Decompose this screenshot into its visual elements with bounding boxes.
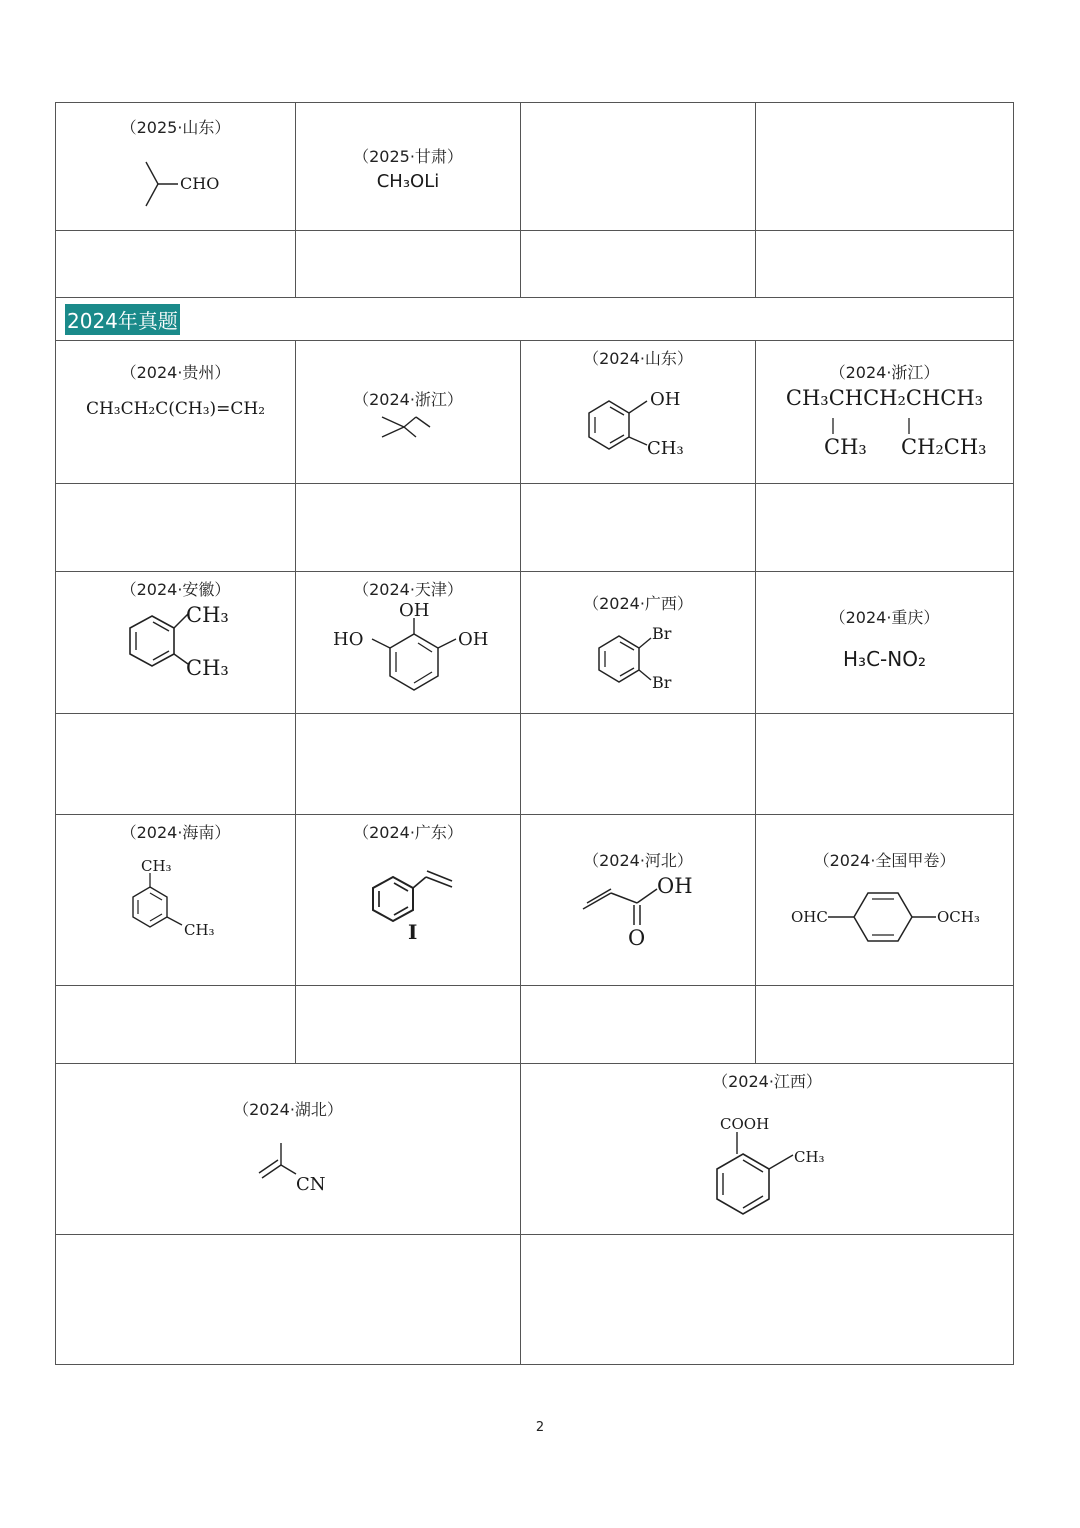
cell-2025-gansu <box>296 103 521 231</box>
table-row <box>56 815 1014 986</box>
hydroxyl-label: OH <box>399 600 430 621</box>
hydroxyl-label: HO <box>333 629 364 650</box>
source-label: （2024·浙江） <box>829 363 940 382</box>
cell-2024-zhejiang-b <box>756 341 1014 484</box>
section-title: 2024年真题 <box>65 304 180 335</box>
dimethylbutane-skeletal <box>378 413 438 443</box>
hydroxyl-label: OH <box>650 389 681 410</box>
source-label: （2024·浙江） <box>353 390 463 409</box>
empty-cell <box>756 103 1014 231</box>
carbonyl-oxygen-label: O <box>628 926 646 950</box>
methyl-label: CH₃ <box>647 438 684 459</box>
table-row <box>56 298 1014 341</box>
isobutyraldehyde-structure <box>136 158 236 213</box>
answer-cell <box>756 986 1014 1064</box>
methyl-label: CH₃ <box>186 603 229 627</box>
answer-cell <box>521 986 756 1064</box>
structure-table <box>55 102 1014 1365</box>
source-label: （2024·江西） <box>712 1072 822 1091</box>
o-xylene-structure <box>122 600 252 685</box>
answer-cell <box>296 986 521 1064</box>
cell-2024-hainan <box>56 815 296 986</box>
cell-2024-chongqing <box>756 572 1014 714</box>
answer-cell <box>521 231 756 298</box>
source-label: （2024·天津） <box>353 580 463 599</box>
answer-cell <box>521 1235 1014 1365</box>
anisaldehyde-structure <box>790 883 990 953</box>
condensed-formula-main: CH₃CHCH₂CHCH₃ <box>785 386 984 410</box>
source-label: （2024·重庆） <box>829 608 940 627</box>
cell-2024-anhui <box>56 572 296 714</box>
branch-methyl: CH₃ <box>824 435 867 459</box>
source-label: （2024·湖北） <box>233 1100 343 1119</box>
o-dibromobenzene-structure <box>593 620 703 695</box>
o-cresol-structure <box>581 383 701 463</box>
answer-cell <box>521 484 756 572</box>
answer-cell <box>521 714 756 815</box>
cell-2024-zhejiang-a <box>296 341 521 484</box>
nitrile-label: CN <box>296 1174 326 1195</box>
table-row <box>56 1064 1014 1235</box>
answer-cell <box>296 231 521 298</box>
source-label: （2025·甘肃） <box>353 147 463 166</box>
source-label: （2024·河北） <box>583 851 693 870</box>
cell-2024-guangxi <box>521 572 756 714</box>
methyl-label: CH₃ <box>186 656 229 680</box>
bromo-label: Br <box>652 673 672 692</box>
answer-cell <box>296 484 521 572</box>
table-row <box>56 484 1014 572</box>
methacrylonitrile-structure <box>256 1140 346 1195</box>
answer-cell <box>56 484 296 572</box>
hydroxyl-label: OH <box>657 874 693 898</box>
table-row <box>56 714 1014 815</box>
answer-cell <box>56 1235 521 1365</box>
aldehyde-group-label: CHO <box>180 174 220 193</box>
section-header-cell <box>56 298 1014 341</box>
answer-cell <box>56 231 296 298</box>
source-label: （2024·山东） <box>583 349 693 368</box>
cell-2025-shandong <box>56 103 296 231</box>
table-row <box>56 341 1014 484</box>
cell-2024-jiangxi <box>521 1064 1014 1235</box>
answer-cell <box>756 714 1014 815</box>
o-toluic-acid-structure <box>711 1110 831 1230</box>
formula: H₃C-NO₂ <box>843 647 926 671</box>
iodostyrene-structure <box>366 867 466 942</box>
page-number: 2 <box>535 1420 545 1435</box>
m-xylene-structure <box>126 853 236 943</box>
source-label: （2024·广西） <box>583 594 693 613</box>
formula: CH₃CH₂C(CH₃)=CH₂ <box>85 399 266 419</box>
branch-bonds <box>826 416 916 436</box>
iodo-label: I <box>408 920 418 944</box>
source-label: （2024·海南） <box>120 823 231 842</box>
answer-cell <box>756 484 1014 572</box>
table-row <box>56 1235 1014 1365</box>
pyrogallol-structure <box>326 600 489 707</box>
cell-2024-tianjin <box>296 572 521 714</box>
cell-2024-hebei <box>521 815 756 986</box>
methyl-label: CH₃ <box>794 1148 825 1166</box>
formula: CH₃OLi <box>376 171 440 192</box>
cell-2024-shandong <box>521 341 756 484</box>
table-row <box>56 986 1014 1064</box>
table-row <box>56 572 1014 714</box>
cell-2024-hubei <box>56 1064 521 1235</box>
carboxyl-label: COOH <box>720 1115 770 1133</box>
hydroxyl-label: OH <box>458 629 489 650</box>
empty-cell <box>521 103 756 231</box>
bromo-label: Br <box>652 624 672 643</box>
branch-ethyl: CH₂CH₃ <box>901 435 987 459</box>
table-row <box>56 231 1014 298</box>
source-label: （2024·全国甲卷） <box>813 851 956 870</box>
answer-cell <box>756 231 1014 298</box>
methyl-label: CH₃ <box>141 857 172 875</box>
methyl-label: CH₃ <box>184 921 215 939</box>
cell-2024-national-a <box>756 815 1014 986</box>
source-label: （2024·贵州） <box>120 363 231 382</box>
answer-cell <box>296 714 521 815</box>
source-label: （2024·广东） <box>353 823 463 842</box>
answer-cell <box>56 986 296 1064</box>
acrylic-acid-structure <box>579 875 709 955</box>
formyl-label: OHC <box>791 908 828 926</box>
answer-cell <box>56 714 296 815</box>
source-label: （2025·山东） <box>120 118 231 137</box>
table-row <box>56 103 1014 231</box>
cell-2024-guangdong <box>296 815 521 986</box>
methoxy-label: OCH₃ <box>937 908 980 926</box>
cell-2024-guizhou <box>56 341 296 484</box>
source-label: （2024·安徽） <box>120 580 231 599</box>
